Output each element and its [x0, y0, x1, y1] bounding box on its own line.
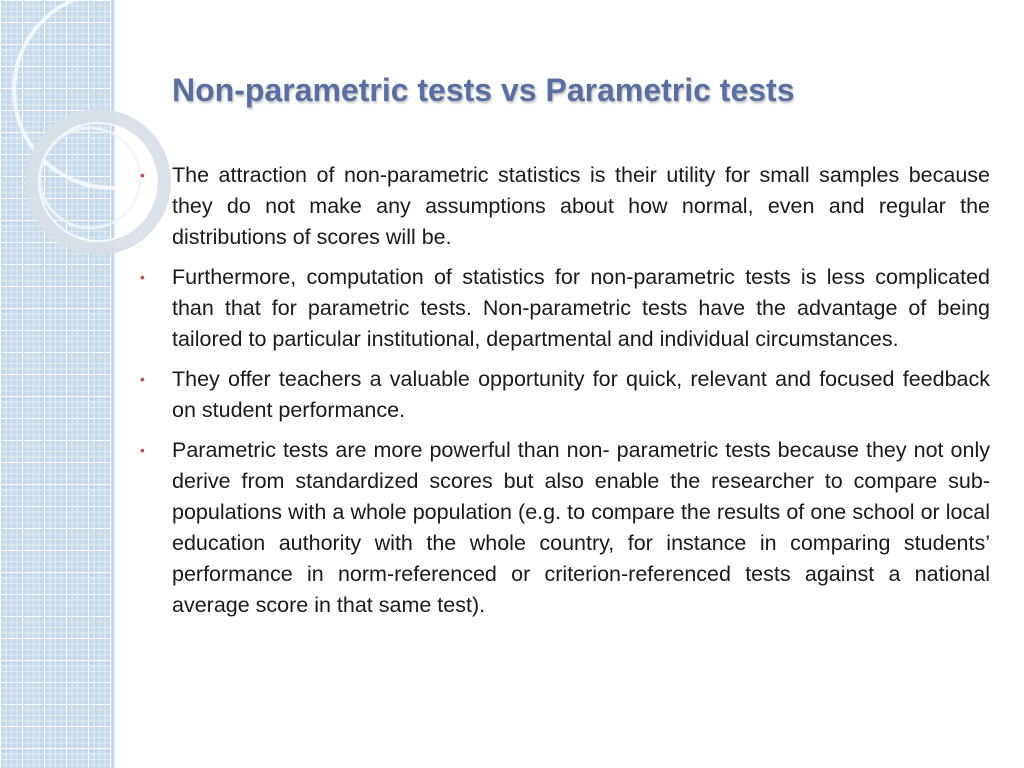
- bullet-text: They offer teachers a valuable opportunity for quick, relevant and focused feedback on student performance.: [172, 367, 990, 422]
- bullet-text: Furthermore, computation of statistics for non-parametric tests is less complicated than that for parametric tests. Non-parametric tests have the advantage of being tailored to particular institutional, departmental and individual circumstances.: [172, 265, 990, 351]
- bullet-item: [140, 160, 990, 253]
- bullet-item: [140, 262, 990, 355]
- small-ring: [40, 128, 140, 228]
- bullet-icon: •: [140, 269, 145, 285]
- bullet-item: [140, 435, 990, 621]
- bullet-item: [140, 364, 990, 426]
- bullet-text: The attraction of non-parametric statistics is their utility for small samples because they do not make any assumptions about how normal, even and regular the distributions of scores will be.: [172, 163, 990, 249]
- bullet-icon: •: [140, 442, 145, 458]
- bullet-icon: •: [140, 167, 145, 183]
- bullet-list: [140, 160, 990, 630]
- slide-title: Non-parametric tests vs Parametric tests: [172, 72, 795, 108]
- bullet-text: Parametric tests are more powerful than non- parametric tests because they not only derive from standardized scores but also enable the researcher to compare sub-populations with a whole population (e.g. to compare the results of one school or local education authority with the whole country, for instance in comparing students’ performance in norm-referenced or criterion-referenced tests against a national average score in that same test).: [172, 438, 990, 617]
- bullet-icon: •: [140, 371, 145, 387]
